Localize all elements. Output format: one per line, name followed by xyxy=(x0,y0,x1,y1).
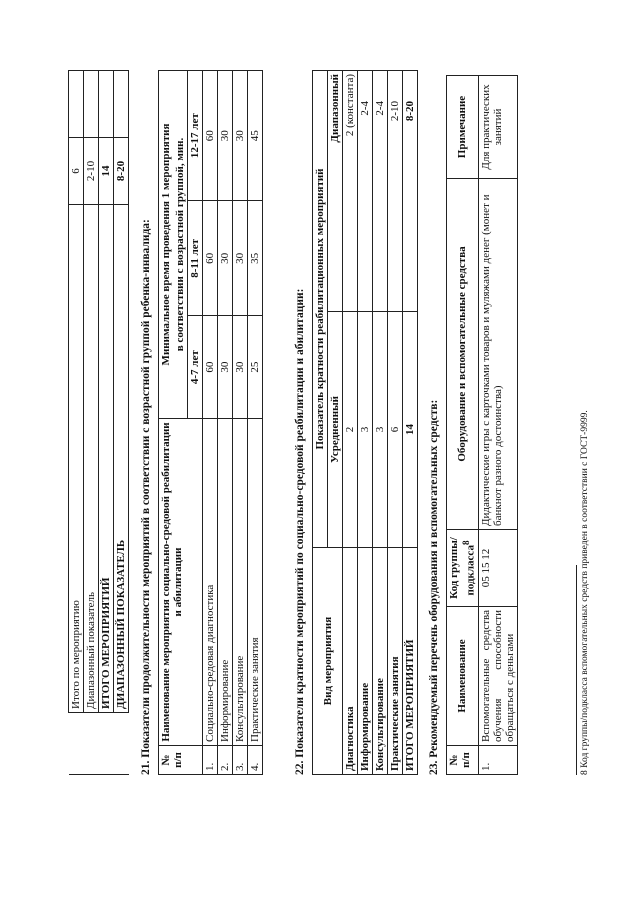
summary-value: 2-10 xyxy=(84,138,99,205)
table-row: 1. Вспомогательные средства обучения способности обращаться с деньгами 05 15 12 Дидактические игры с карточками товаров и муляжами денег (монет и банкнот разного достоинства) Для практических занятий xyxy=(478,76,517,775)
summary-table xyxy=(68,70,129,775)
summary-label: Диапазонный показатель xyxy=(84,205,99,713)
summary-label: ИТОГО МЕРОПРИЯТИЙ xyxy=(99,205,114,713)
age-group-header: 8-11 лет xyxy=(188,201,203,316)
section-21-heading: 21. Показатели продолжительности мероприятий в соответствии с возрастной группой ребенка-инвалида: xyxy=(140,219,152,775)
col-equipment-header: Оборудование и вспомогательные средства xyxy=(447,179,479,530)
summary-label: Итого по мероприятию xyxy=(69,205,84,713)
col-range-header: Диапазонный xyxy=(328,71,343,312)
col-name-header: Наименование мероприятия социально-средовой реабилитации и абилитации xyxy=(159,419,203,746)
col-time-header: Минимальное время проведения 1 мероприятия xyxy=(159,71,174,419)
col-name-header: Наименование xyxy=(447,607,479,746)
table-row: Диагностика 2 2 (константа) xyxy=(343,71,358,775)
summary-value: 6 xyxy=(69,138,84,205)
section-23-heading: 23. Рекомендуемый перечень оборудования и вспомогательных средств: xyxy=(428,399,440,775)
col-avg-header: Усредненный xyxy=(328,311,343,547)
table-row: Консультирование 3 2-4 xyxy=(373,71,388,775)
col-num-header: № п/п xyxy=(447,746,479,775)
summary-value: 8-20 xyxy=(114,138,129,205)
frequency-table xyxy=(312,70,418,775)
table-row: ИТОГО МЕРОПРИЯТИЙ 14 8-20 xyxy=(403,71,418,775)
table-row xyxy=(84,71,99,775)
col-time-subheader: в соответствии с возрастной группой, мин. xyxy=(173,71,188,419)
table-row: 4. Практические занятия 25 35 45 xyxy=(248,71,263,775)
table-row: 1. Социально-средовая диагностика 60 60 60 xyxy=(203,71,218,775)
footnote-rule xyxy=(576,565,577,775)
table-row: 2. Информирование 30 30 30 xyxy=(218,71,233,775)
age-group-header: 4-7 лет xyxy=(188,316,203,419)
summary-value: 14 xyxy=(99,138,114,205)
table-row xyxy=(69,71,84,775)
table-row: Практические занятия 6 2-10 xyxy=(388,71,403,775)
col-indicator-header: Показатель кратности реабилитационных мероприятий xyxy=(313,71,328,548)
col-type-header: Вид мероприятия xyxy=(313,548,343,775)
col-note-header: Примечание xyxy=(447,76,479,179)
section-22-heading: 22. Показатели кратности мероприятий по социально-средовой реабилитации и абилитации: xyxy=(294,288,306,775)
table-row xyxy=(99,71,114,775)
table-row xyxy=(114,71,129,775)
equipment-table xyxy=(446,75,518,775)
col-num-header: № п/п xyxy=(159,746,203,775)
duration-table xyxy=(158,70,263,775)
age-group-header: 12-17 лет xyxy=(188,71,203,201)
table-row: Информирование 3 2-4 xyxy=(358,71,373,775)
summary-label: ДИАПАЗОННЫЙ ПОКАЗАТЕЛЬ xyxy=(114,205,129,713)
col-code-header: Код группы/ подкласса$^8$ xyxy=(447,530,479,607)
table-row: 3. Консультирование 30 30 30 xyxy=(233,71,248,775)
footnote: 8 Код группы/подкласса вспомогательных средств приведен в соответствии с ГОСТ-9999. xyxy=(580,410,590,775)
